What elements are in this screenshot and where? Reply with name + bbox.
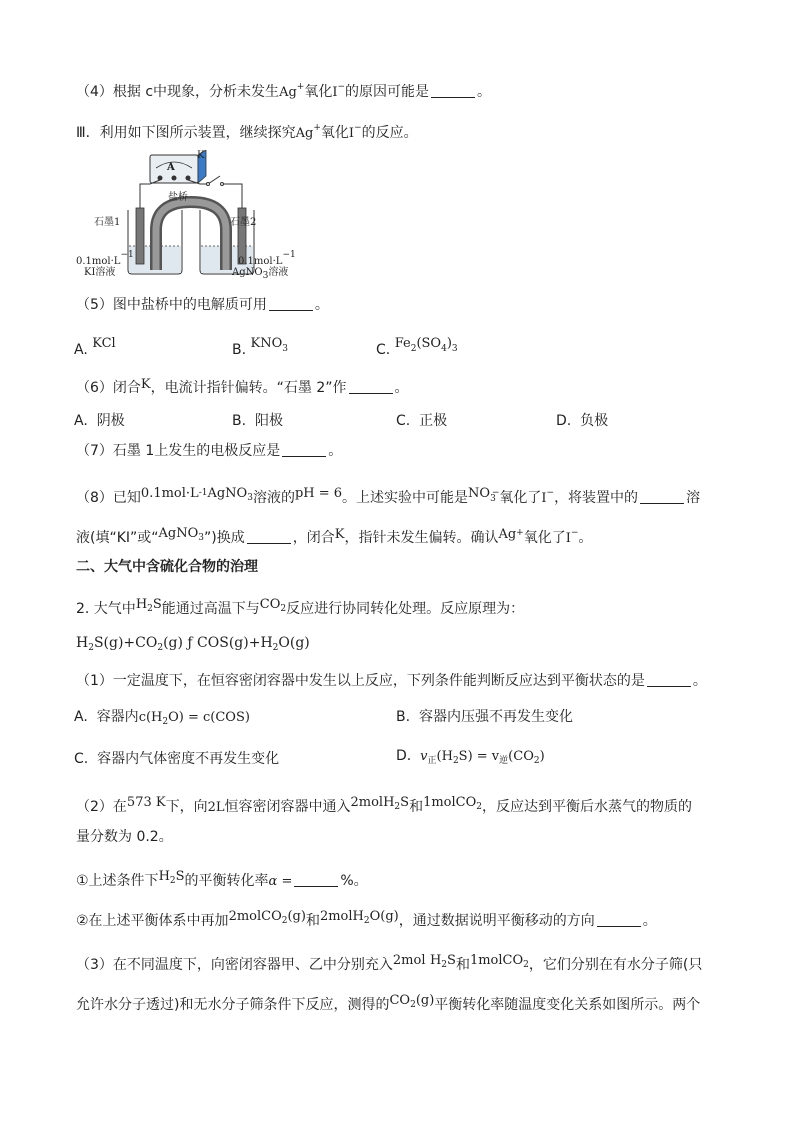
left-conc-label: 0.1mol·L−1	[76, 250, 134, 267]
problem-2-q2-line-1: （2）在573 K下，向2L恒容密闭容器中通入2molH$^2$S和1molCO$^2$，反应达到平衡后水蒸气的物质的	[76, 795, 692, 815]
answer-blank[interactable]	[282, 442, 326, 457]
p2q1-option-d[interactable]: D. $v_正(H_2S) = v_逆(CO_2)$	[396, 748, 545, 766]
problem-2-q3-line-2: 允许水分子透过)和无水分子筛条件下反应，测得的$CO^2(g)$平衡转化率随温度变化关系如图所示。两个	[76, 993, 701, 1013]
problem-2-q2-sub-a: ①上述条件下$H^2S$的平衡转化率α = %。	[76, 869, 368, 889]
left-electrode-label: 石墨1	[94, 217, 121, 228]
graphite-electrode-1	[136, 208, 144, 264]
left-solution-label: KI溶液	[84, 267, 116, 278]
q5-option-b[interactable]: B. KNO$^3$	[232, 336, 288, 358]
meter-label: A	[167, 162, 175, 173]
p2q1-option-b[interactable]: B. 容器内压强不再发生变化	[396, 709, 573, 725]
right-electrode-label: 石墨2	[230, 217, 257, 228]
p2q1-option-c[interactable]: C. 容器内气体密度不再发生变化	[74, 751, 280, 767]
q6-option-b[interactable]: B. 阳极	[232, 413, 283, 429]
ammeter-terminal-left	[158, 176, 163, 181]
answer-blank[interactable]	[269, 296, 313, 311]
galvanic-cell-diagram	[70, 150, 310, 280]
answer-blank[interactable]	[647, 672, 691, 687]
q5-option-c[interactable]: C. $Fe^2(SO^4)^3$	[376, 336, 458, 358]
wire-left	[140, 180, 160, 210]
part-3-intro: Ⅲ．利用如下图所示装置，继续探究Ag+氧化I−的反应。	[76, 123, 418, 141]
answer-blank[interactable]	[247, 529, 291, 544]
q5-option-a[interactable]: A. KCl	[74, 336, 116, 358]
problem-2-q1: （1）一定温度下，在恒容密闭容器中发生以上反应，下列条件能判断反应达到平衡状态的是 。	[76, 673, 707, 689]
problem-2-intro: 2. 大气中$H^2S$能通过高温下与$CO^2$反应进行协同转化处理。反应原理为：	[76, 597, 525, 617]
problem-2-q2-line-2: 量分数为 0.2。	[76, 829, 173, 845]
q6-option-c[interactable]: C. 正极	[396, 413, 448, 429]
wire-right-b	[223, 184, 242, 210]
answer-blank[interactable]	[597, 912, 641, 927]
switch-k	[208, 176, 220, 184]
salt-bridge-label: 盐桥	[168, 192, 188, 203]
answer-blank[interactable]	[431, 83, 475, 98]
p2q1-option-a[interactable]: A. 容器内$c(H_2O) = c(COS)$	[74, 709, 250, 727]
reaction-equation: $H_2S(g)+CO_2(g)$ ƒ $COS(g)+H_2O(g)$	[76, 635, 310, 653]
section-2-title: 二、大气中含硫化合物的治理	[76, 559, 258, 575]
question-5: （5）图中盐桥中的电解质可用 。	[76, 297, 329, 313]
switch-pivot	[207, 183, 210, 186]
question-4: （4）根据 c中现象，分析未发生Ag+氧化I−的原因可能是 。	[76, 82, 492, 100]
ammeter-terminal-right	[186, 176, 191, 181]
answer-blank[interactable]	[349, 379, 393, 394]
question-7: （7）石墨 1上发生的电极反应是 。	[76, 443, 343, 459]
question-6: （6）闭合K，电流计指针偏转。“石墨 2”作 。	[76, 377, 409, 396]
question-8-line-1: （8）已知$0.1mol\cdot L^{-1}AgNO^3$溶液的pH = 6。上述实验中可能是NO3−氧化了I−，将装置中的 溶	[76, 486, 701, 506]
problem-2-q3-line-1: （3）在不同温度下，向密闭容器甲、乙中分别充入2mol $H^2S$和1molCO$^2$，它们分别在有水分子筛(只	[76, 953, 703, 973]
answer-blank[interactable]	[640, 489, 684, 504]
right-solution-label: AgNO3溶液	[232, 267, 289, 281]
question-8-line-2: 液(填“KI”或“AgNO$^3$”)换成 ，闭合K，指针未发生偏转。确认Ag+氧化了I−。	[76, 526, 593, 546]
right-conc-label: 0.1mol·L−1	[238, 250, 296, 267]
q6-option-d[interactable]: D. 负极	[556, 413, 609, 429]
switch-label: K	[197, 150, 205, 161]
answer-blank[interactable]	[294, 872, 338, 887]
problem-2-q2-sub-b: ②在上述平衡体系中再加2molCO$^2$(g)和2molH$^2$O(g)，通过数据说明平衡移动的方向 。	[76, 909, 657, 929]
ammeter-terminal-mid	[172, 176, 177, 181]
q6-option-a[interactable]: A. 阴极	[74, 413, 125, 429]
